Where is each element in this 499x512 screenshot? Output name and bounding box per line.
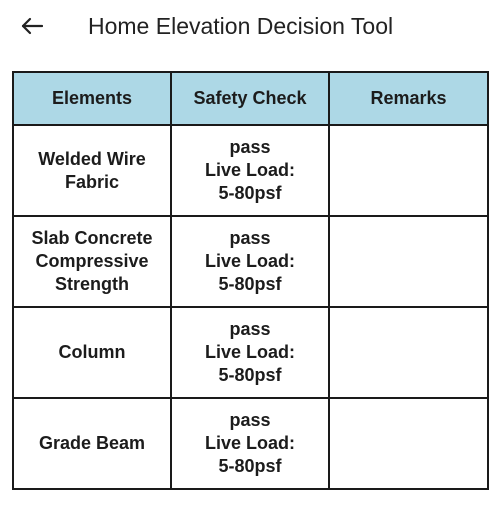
element-name: Column — [58, 342, 126, 362]
page-title: Home Elevation Decision Tool — [88, 13, 394, 39]
table-row — [13, 398, 488, 489]
arrow-left-icon — [21, 17, 43, 35]
table-row — [13, 307, 488, 398]
safety-check-cell — [171, 125, 329, 216]
back-button[interactable] — [14, 10, 50, 42]
element-cell — [13, 216, 171, 307]
safety-check-cell — [171, 216, 329, 307]
remarks-cell[interactable] — [329, 307, 488, 398]
safety-check-text: pass Live Load: 5-80psf — [204, 137, 295, 203]
remarks-cell[interactable] — [329, 398, 488, 489]
column-header-remarks: Remarks — [329, 72, 488, 125]
safety-check-text: pass Live Load: 5-80psf — [204, 319, 295, 385]
table-header-row — [13, 72, 488, 125]
column-header-elements: Elements — [13, 72, 171, 125]
element-cell — [13, 125, 171, 216]
app-bar — [0, 0, 499, 52]
table-row — [13, 216, 488, 307]
safety-check-text: pass Live Load: 5-80psf — [204, 228, 295, 294]
decision-table — [12, 71, 489, 490]
column-header-safety-check: Safety Check — [171, 72, 329, 125]
safety-check-cell — [171, 307, 329, 398]
remarks-cell[interactable] — [329, 216, 488, 307]
element-name: Slab Concrete Compressive Strength — [31, 228, 153, 294]
remarks-cell[interactable] — [329, 125, 488, 216]
safety-check-text: pass Live Load: 5-80psf — [204, 410, 295, 476]
element-cell — [13, 307, 171, 398]
element-name: Welded Wire Fabric — [38, 148, 146, 192]
element-cell — [13, 398, 171, 489]
table-row — [13, 125, 488, 216]
safety-check-cell — [171, 398, 329, 489]
element-name: Grade Beam — [38, 433, 146, 453]
